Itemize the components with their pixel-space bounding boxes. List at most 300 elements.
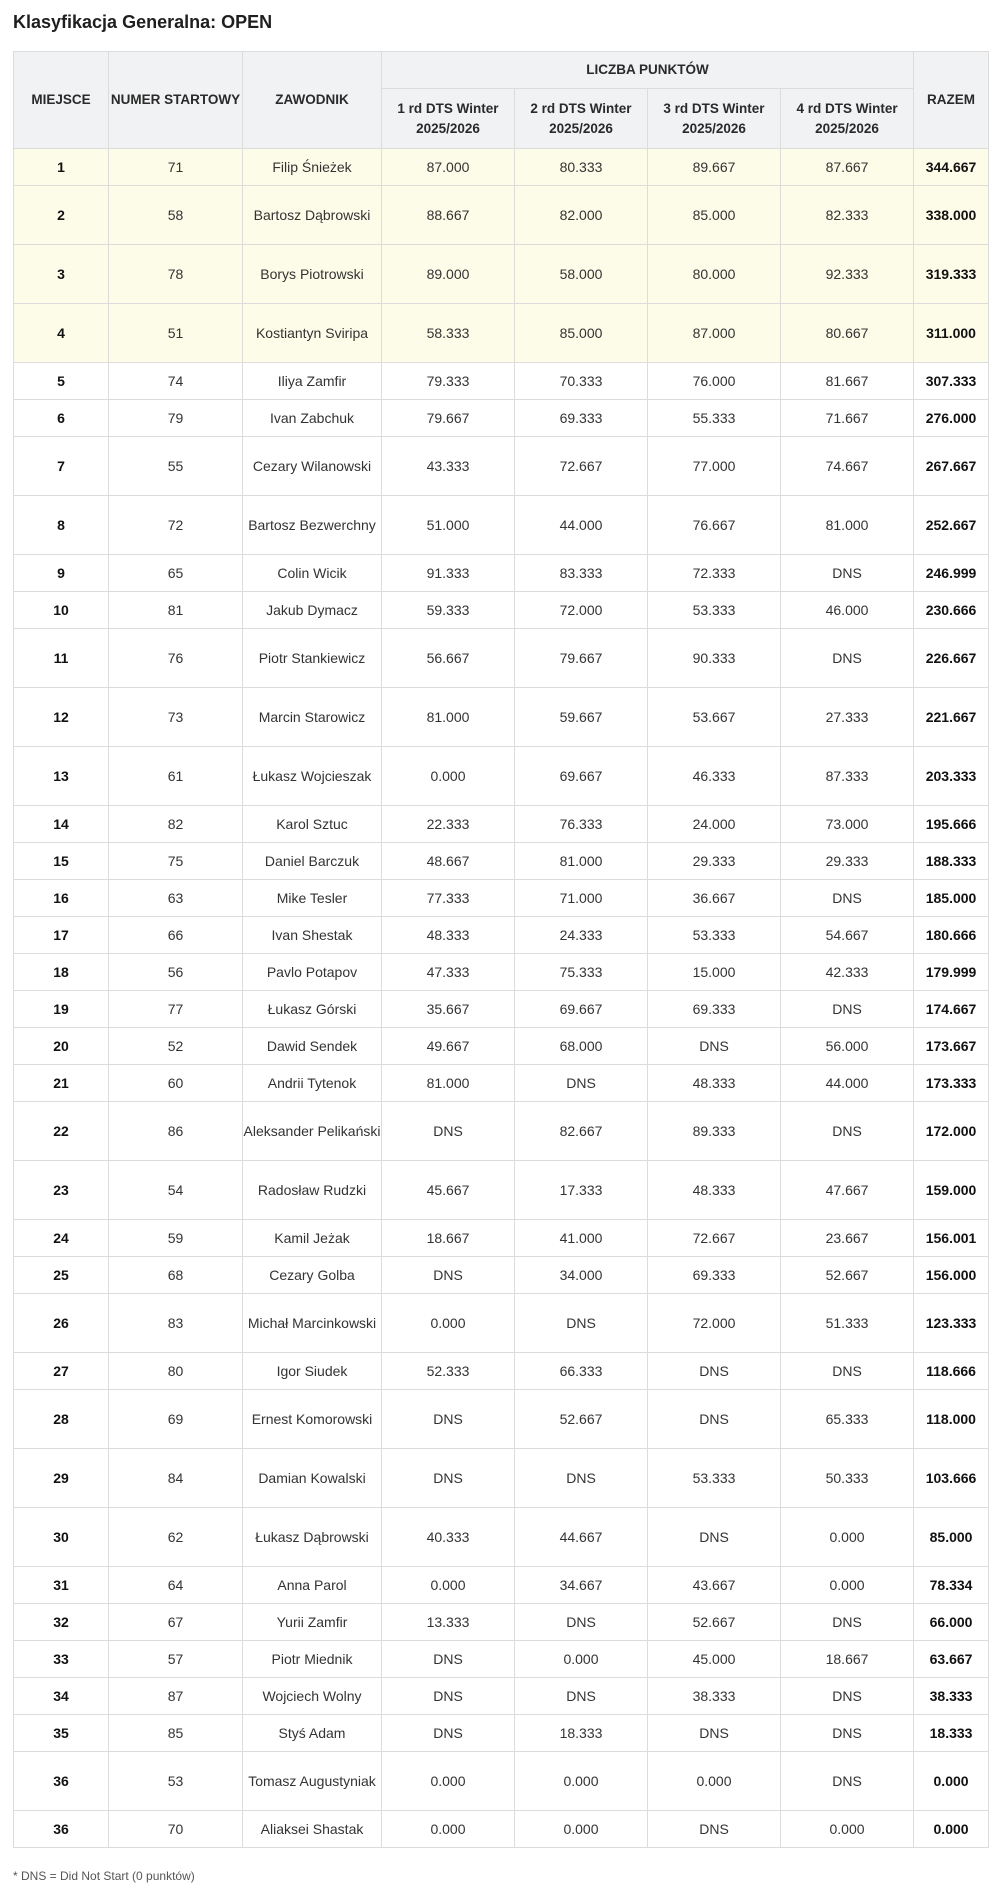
- place-cell: 30: [14, 1508, 109, 1567]
- athlete-name-cell: Karol Sztuc: [243, 806, 382, 843]
- place-cell: 2: [14, 186, 109, 245]
- round-4-score-cell: DNS: [781, 1752, 914, 1811]
- place-cell: 19: [14, 991, 109, 1028]
- round-2-score-cell: DNS: [515, 1065, 648, 1102]
- round-4-score-cell: DNS: [781, 1353, 914, 1390]
- round-4-score-cell: DNS: [781, 991, 914, 1028]
- round-1-score-cell: 13.333: [382, 1604, 515, 1641]
- table-row: [14, 1294, 989, 1353]
- total-score-cell: 307.333: [914, 363, 989, 400]
- athlete-name-cell: Igor Siudek: [243, 1353, 382, 1390]
- round-3-score-cell: 72.667: [648, 1220, 781, 1257]
- athlete-name-cell: Ivan Shestak: [243, 917, 382, 954]
- round-4-score-cell: 44.000: [781, 1065, 914, 1102]
- athlete-name-cell: Cezary Golba: [243, 1257, 382, 1294]
- round-4-score-cell: DNS: [781, 880, 914, 917]
- start-number-cell: 80: [109, 1353, 243, 1390]
- round-3-score-cell: DNS: [648, 1715, 781, 1752]
- round-2-score-cell: 82.667: [515, 1102, 648, 1161]
- start-number-cell: 86: [109, 1102, 243, 1161]
- place-cell: 33: [14, 1641, 109, 1678]
- header-points-group: LICZBA PUNKTÓW: [382, 52, 914, 89]
- start-number-cell: 56: [109, 954, 243, 991]
- round-4-score-cell: 27.333: [781, 688, 914, 747]
- table-row: [14, 880, 989, 917]
- round-2-score-cell: 44.667: [515, 1508, 648, 1567]
- athlete-name-cell: Kostiantyn Sviripa: [243, 304, 382, 363]
- round-4-score-cell: 0.000: [781, 1508, 914, 1567]
- round-1-score-cell: 47.333: [382, 954, 515, 991]
- round-1-score-cell: 59.333: [382, 592, 515, 629]
- total-score-cell: 267.667: [914, 437, 989, 496]
- place-cell: 4: [14, 304, 109, 363]
- total-score-cell: 338.000: [914, 186, 989, 245]
- round-3-score-cell: 15.000: [648, 954, 781, 991]
- place-cell: 23: [14, 1161, 109, 1220]
- athlete-name-cell: Aleksander Pelikański: [243, 1102, 382, 1161]
- total-score-cell: 311.000: [914, 304, 989, 363]
- round-4-score-cell: 50.333: [781, 1449, 914, 1508]
- round-4-score-cell: 23.667: [781, 1220, 914, 1257]
- start-number-cell: 57: [109, 1641, 243, 1678]
- round-3-score-cell: 53.333: [648, 1449, 781, 1508]
- total-score-cell: 319.333: [914, 245, 989, 304]
- round-4-score-cell: DNS: [781, 1604, 914, 1641]
- total-score-cell: 179.999: [914, 954, 989, 991]
- table-row: [14, 1567, 989, 1604]
- round-4-score-cell: 47.667: [781, 1161, 914, 1220]
- start-number-cell: 81: [109, 592, 243, 629]
- round-4-score-cell: DNS: [781, 629, 914, 688]
- total-score-cell: 230.666: [914, 592, 989, 629]
- start-number-cell: 61: [109, 747, 243, 806]
- athlete-name-cell: Anna Parol: [243, 1567, 382, 1604]
- standings-table: [13, 51, 989, 1848]
- round-4-score-cell: 29.333: [781, 843, 914, 880]
- round-4-score-cell: 54.667: [781, 917, 914, 954]
- total-score-cell: 0.000: [914, 1811, 989, 1848]
- start-number-cell: 59: [109, 1220, 243, 1257]
- total-score-cell: 246.999: [914, 555, 989, 592]
- place-cell: 32: [14, 1604, 109, 1641]
- athlete-name-cell: Mike Tesler: [243, 880, 382, 917]
- round-2-score-cell: DNS: [515, 1294, 648, 1353]
- round-3-score-cell: 85.000: [648, 186, 781, 245]
- place-cell: 14: [14, 806, 109, 843]
- round-3-score-cell: 90.333: [648, 629, 781, 688]
- total-score-cell: 173.667: [914, 1028, 989, 1065]
- round-2-score-cell: 0.000: [515, 1641, 648, 1678]
- total-score-cell: 226.667: [914, 629, 989, 688]
- round-1-score-cell: 79.667: [382, 400, 515, 437]
- place-cell: 7: [14, 437, 109, 496]
- round-2-score-cell: 0.000: [515, 1811, 648, 1848]
- round-1-score-cell: DNS: [382, 1102, 515, 1161]
- place-cell: 29: [14, 1449, 109, 1508]
- round-3-score-cell: 53.333: [648, 592, 781, 629]
- table-row: [14, 954, 989, 991]
- round-2-score-cell: 52.667: [515, 1390, 648, 1449]
- start-number-cell: 85: [109, 1715, 243, 1752]
- round-2-score-cell: 0.000: [515, 1752, 648, 1811]
- round-3-score-cell: DNS: [648, 1028, 781, 1065]
- round-3-score-cell: 48.333: [648, 1161, 781, 1220]
- total-score-cell: 195.666: [914, 806, 989, 843]
- round-2-score-cell: DNS: [515, 1604, 648, 1641]
- place-cell: 10: [14, 592, 109, 629]
- place-cell: 12: [14, 688, 109, 747]
- total-score-cell: 173.333: [914, 1065, 989, 1102]
- start-number-cell: 72: [109, 496, 243, 555]
- total-score-cell: 159.000: [914, 1161, 989, 1220]
- round-1-score-cell: 88.667: [382, 186, 515, 245]
- round-3-score-cell: 48.333: [648, 1065, 781, 1102]
- place-cell: 28: [14, 1390, 109, 1449]
- place-cell: 21: [14, 1065, 109, 1102]
- place-cell: 17: [14, 917, 109, 954]
- athlete-name-cell: Michał Marcinkowski: [243, 1294, 382, 1353]
- start-number-cell: 77: [109, 991, 243, 1028]
- place-cell: 35: [14, 1715, 109, 1752]
- round-2-score-cell: 85.000: [515, 304, 648, 363]
- athlete-name-cell: Bartosz Bezwerchny: [243, 496, 382, 555]
- athlete-name-cell: Wojciech Wolny: [243, 1678, 382, 1715]
- round-4-score-cell: 0.000: [781, 1811, 914, 1848]
- place-cell: 5: [14, 363, 109, 400]
- round-4-score-cell: DNS: [781, 1678, 914, 1715]
- start-number-cell: 65: [109, 555, 243, 592]
- total-score-cell: 38.333: [914, 1678, 989, 1715]
- round-3-score-cell: 55.333: [648, 400, 781, 437]
- athlete-name-cell: Radosław Rudzki: [243, 1161, 382, 1220]
- place-cell: 13: [14, 747, 109, 806]
- round-3-score-cell: 69.333: [648, 1257, 781, 1294]
- round-2-score-cell: 17.333: [515, 1161, 648, 1220]
- table-row: [14, 186, 989, 245]
- place-cell: 9: [14, 555, 109, 592]
- table-row: [14, 917, 989, 954]
- athlete-name-cell: Yurii Zamfir: [243, 1604, 382, 1641]
- round-4-score-cell: 52.667: [781, 1257, 914, 1294]
- round-3-score-cell: 45.000: [648, 1641, 781, 1678]
- round-1-score-cell: 48.667: [382, 843, 515, 880]
- total-score-cell: 156.000: [914, 1257, 989, 1294]
- start-number-cell: 68: [109, 1257, 243, 1294]
- total-score-cell: 188.333: [914, 843, 989, 880]
- place-cell: 3: [14, 245, 109, 304]
- table-row: [14, 1353, 989, 1390]
- table-row: [14, 1752, 989, 1811]
- table-row: [14, 437, 989, 496]
- table-row: [14, 149, 989, 186]
- round-1-score-cell: 81.000: [382, 1065, 515, 1102]
- athlete-name-cell: Cezary Wilanowski: [243, 437, 382, 496]
- round-1-score-cell: 51.000: [382, 496, 515, 555]
- round-3-score-cell: 46.333: [648, 747, 781, 806]
- table-row: [14, 592, 989, 629]
- table-row: [14, 1220, 989, 1257]
- round-4-score-cell: 46.000: [781, 592, 914, 629]
- round-3-score-cell: 89.333: [648, 1102, 781, 1161]
- round-3-score-cell: 72.333: [648, 555, 781, 592]
- header-round-3: 3 rd DTS Winter 2025/2026: [648, 89, 781, 149]
- round-2-score-cell: 81.000: [515, 843, 648, 880]
- table-row: [14, 843, 989, 880]
- round-4-score-cell: 82.333: [781, 186, 914, 245]
- total-score-cell: 156.001: [914, 1220, 989, 1257]
- round-3-score-cell: 53.333: [648, 917, 781, 954]
- start-number-cell: 64: [109, 1567, 243, 1604]
- table-row: [14, 1508, 989, 1567]
- round-2-score-cell: 68.000: [515, 1028, 648, 1065]
- round-1-score-cell: DNS: [382, 1390, 515, 1449]
- table-row: [14, 1641, 989, 1678]
- table-row: [14, 1257, 989, 1294]
- table-header: [14, 52, 989, 149]
- start-number-cell: 74: [109, 363, 243, 400]
- athlete-name-cell: Ivan Zabchuk: [243, 400, 382, 437]
- total-score-cell: 185.000: [914, 880, 989, 917]
- round-2-score-cell: 80.333: [515, 149, 648, 186]
- table-row: [14, 1678, 989, 1715]
- start-number-cell: 87: [109, 1678, 243, 1715]
- round-2-score-cell: 24.333: [515, 917, 648, 954]
- start-number-cell: 82: [109, 806, 243, 843]
- round-1-score-cell: 52.333: [382, 1353, 515, 1390]
- athlete-name-cell: Jakub Dymacz: [243, 592, 382, 629]
- round-3-score-cell: 72.000: [648, 1294, 781, 1353]
- round-3-score-cell: 29.333: [648, 843, 781, 880]
- start-number-cell: 78: [109, 245, 243, 304]
- athlete-name-cell: Iliya Zamfir: [243, 363, 382, 400]
- round-1-score-cell: 43.333: [382, 437, 515, 496]
- round-3-score-cell: DNS: [648, 1390, 781, 1449]
- round-1-score-cell: 48.333: [382, 917, 515, 954]
- table-row: [14, 688, 989, 747]
- start-number-cell: 83: [109, 1294, 243, 1353]
- round-2-score-cell: 69.333: [515, 400, 648, 437]
- start-number-cell: 55: [109, 437, 243, 496]
- round-4-score-cell: 71.667: [781, 400, 914, 437]
- table-row: [14, 747, 989, 806]
- round-1-score-cell: 18.667: [382, 1220, 515, 1257]
- round-1-score-cell: 81.000: [382, 688, 515, 747]
- round-4-score-cell: 56.000: [781, 1028, 914, 1065]
- table-row: [14, 629, 989, 688]
- table-row: [14, 1811, 989, 1848]
- total-score-cell: 103.666: [914, 1449, 989, 1508]
- place-cell: 1: [14, 149, 109, 186]
- total-score-cell: 118.666: [914, 1353, 989, 1390]
- place-cell: 25: [14, 1257, 109, 1294]
- round-2-score-cell: 69.667: [515, 747, 648, 806]
- round-4-score-cell: 73.000: [781, 806, 914, 843]
- place-cell: 20: [14, 1028, 109, 1065]
- athlete-name-cell: Colin Wicik: [243, 555, 382, 592]
- table-row: [14, 304, 989, 363]
- round-2-score-cell: 70.333: [515, 363, 648, 400]
- round-1-score-cell: 35.667: [382, 991, 515, 1028]
- total-score-cell: 180.666: [914, 917, 989, 954]
- round-3-score-cell: 77.000: [648, 437, 781, 496]
- table-row: [14, 1065, 989, 1102]
- header-start-number: NUMER STARTOWY: [109, 52, 243, 149]
- round-2-score-cell: 34.000: [515, 1257, 648, 1294]
- start-number-cell: 76: [109, 629, 243, 688]
- place-cell: 18: [14, 954, 109, 991]
- table-row: [14, 1390, 989, 1449]
- athlete-name-cell: Pavlo Potapov: [243, 954, 382, 991]
- round-1-score-cell: 49.667: [382, 1028, 515, 1065]
- start-number-cell: 70: [109, 1811, 243, 1848]
- round-2-score-cell: 71.000: [515, 880, 648, 917]
- place-cell: 26: [14, 1294, 109, 1353]
- round-4-score-cell: 80.667: [781, 304, 914, 363]
- table-row: [14, 991, 989, 1028]
- start-number-cell: 58: [109, 186, 243, 245]
- athlete-name-cell: Łukasz Górski: [243, 991, 382, 1028]
- round-1-score-cell: DNS: [382, 1715, 515, 1752]
- round-4-score-cell: 81.667: [781, 363, 914, 400]
- start-number-cell: 53: [109, 1752, 243, 1811]
- header-place: MIEJSCE: [14, 52, 109, 149]
- total-score-cell: 66.000: [914, 1604, 989, 1641]
- round-3-score-cell: 53.667: [648, 688, 781, 747]
- total-score-cell: 344.667: [914, 149, 989, 186]
- round-3-score-cell: DNS: [648, 1353, 781, 1390]
- round-1-score-cell: 58.333: [382, 304, 515, 363]
- round-3-score-cell: 87.000: [648, 304, 781, 363]
- place-cell: 8: [14, 496, 109, 555]
- total-score-cell: 63.667: [914, 1641, 989, 1678]
- round-1-score-cell: 0.000: [382, 1567, 515, 1604]
- start-number-cell: 79: [109, 400, 243, 437]
- round-3-score-cell: 0.000: [648, 1752, 781, 1811]
- round-3-score-cell: 80.000: [648, 245, 781, 304]
- total-score-cell: 18.333: [914, 1715, 989, 1752]
- round-1-score-cell: 87.000: [382, 149, 515, 186]
- place-cell: 27: [14, 1353, 109, 1390]
- total-score-cell: 252.667: [914, 496, 989, 555]
- round-3-score-cell: 24.000: [648, 806, 781, 843]
- place-cell: 22: [14, 1102, 109, 1161]
- round-1-score-cell: 0.000: [382, 747, 515, 806]
- table-row: [14, 1102, 989, 1161]
- place-cell: 24: [14, 1220, 109, 1257]
- round-4-score-cell: 92.333: [781, 245, 914, 304]
- start-number-cell: 60: [109, 1065, 243, 1102]
- table-row: [14, 496, 989, 555]
- total-score-cell: 78.334: [914, 1567, 989, 1604]
- round-1-score-cell: 40.333: [382, 1508, 515, 1567]
- total-score-cell: 172.000: [914, 1102, 989, 1161]
- athlete-name-cell: Damian Kowalski: [243, 1449, 382, 1508]
- total-score-cell: 221.667: [914, 688, 989, 747]
- start-number-cell: 66: [109, 917, 243, 954]
- header-round-4: 4 rd DTS Winter 2025/2026: [781, 89, 914, 149]
- round-3-score-cell: 76.667: [648, 496, 781, 555]
- athlete-name-cell: Piotr Stankiewicz: [243, 629, 382, 688]
- header-total: RAZEM: [914, 52, 989, 149]
- round-4-score-cell: 87.333: [781, 747, 914, 806]
- start-number-cell: 84: [109, 1449, 243, 1508]
- total-score-cell: 118.000: [914, 1390, 989, 1449]
- place-cell: 36: [14, 1752, 109, 1811]
- athlete-name-cell: Filip Śnieżek: [243, 149, 382, 186]
- round-4-score-cell: 74.667: [781, 437, 914, 496]
- round-1-score-cell: 56.667: [382, 629, 515, 688]
- place-cell: 31: [14, 1567, 109, 1604]
- round-4-score-cell: 42.333: [781, 954, 914, 991]
- round-2-score-cell: DNS: [515, 1449, 648, 1508]
- start-number-cell: 69: [109, 1390, 243, 1449]
- round-3-score-cell: DNS: [648, 1508, 781, 1567]
- table-row: [14, 1161, 989, 1220]
- athlete-name-cell: Bartosz Dąbrowski: [243, 186, 382, 245]
- total-score-cell: 0.000: [914, 1752, 989, 1811]
- round-2-score-cell: 72.000: [515, 592, 648, 629]
- page-title: Klasyfikacja Generalna: OPEN: [13, 12, 273, 32]
- place-cell: 15: [14, 843, 109, 880]
- round-2-score-cell: 75.333: [515, 954, 648, 991]
- round-3-score-cell: 38.333: [648, 1678, 781, 1715]
- athlete-name-cell: Marcin Starowicz: [243, 688, 382, 747]
- total-score-cell: 203.333: [914, 747, 989, 806]
- round-1-score-cell: 0.000: [382, 1752, 515, 1811]
- round-3-score-cell: 76.000: [648, 363, 781, 400]
- round-3-score-cell: 36.667: [648, 880, 781, 917]
- place-cell: 36: [14, 1811, 109, 1848]
- place-cell: 11: [14, 629, 109, 688]
- round-1-score-cell: 79.333: [382, 363, 515, 400]
- table-row: [14, 806, 989, 843]
- start-number-cell: 51: [109, 304, 243, 363]
- athlete-name-cell: Dawid Sendek: [243, 1028, 382, 1065]
- place-cell: 34: [14, 1678, 109, 1715]
- table-row: [14, 363, 989, 400]
- athlete-name-cell: Kamil Jeżak: [243, 1220, 382, 1257]
- round-2-score-cell: 82.000: [515, 186, 648, 245]
- round-3-score-cell: 52.667: [648, 1604, 781, 1641]
- athlete-name-cell: Piotr Miednik: [243, 1641, 382, 1678]
- round-2-score-cell: 79.667: [515, 629, 648, 688]
- athlete-name-cell: Daniel Barczuk: [243, 843, 382, 880]
- round-4-score-cell: 87.667: [781, 149, 914, 186]
- round-1-score-cell: 0.000: [382, 1811, 515, 1848]
- round-1-score-cell: DNS: [382, 1449, 515, 1508]
- round-4-score-cell: DNS: [781, 1715, 914, 1752]
- athlete-name-cell: Styś Adam: [243, 1715, 382, 1752]
- round-2-score-cell: DNS: [515, 1678, 648, 1715]
- athlete-name-cell: Tomasz Augustyniak: [243, 1752, 382, 1811]
- place-cell: 16: [14, 880, 109, 917]
- table-row: [14, 1604, 989, 1641]
- athlete-name-cell: Andrii Tytenok: [243, 1065, 382, 1102]
- round-4-score-cell: DNS: [781, 555, 914, 592]
- round-1-score-cell: DNS: [382, 1257, 515, 1294]
- place-cell: 6: [14, 400, 109, 437]
- round-2-score-cell: 76.333: [515, 806, 648, 843]
- round-1-score-cell: 77.333: [382, 880, 515, 917]
- round-2-score-cell: 44.000: [515, 496, 648, 555]
- round-1-score-cell: DNS: [382, 1678, 515, 1715]
- table-row: [14, 1715, 989, 1752]
- round-2-score-cell: 72.667: [515, 437, 648, 496]
- start-number-cell: 75: [109, 843, 243, 880]
- athlete-name-cell: Łukasz Dąbrowski: [243, 1508, 382, 1567]
- athlete-name-cell: Aliaksei Shastak: [243, 1811, 382, 1848]
- start-number-cell: 71: [109, 149, 243, 186]
